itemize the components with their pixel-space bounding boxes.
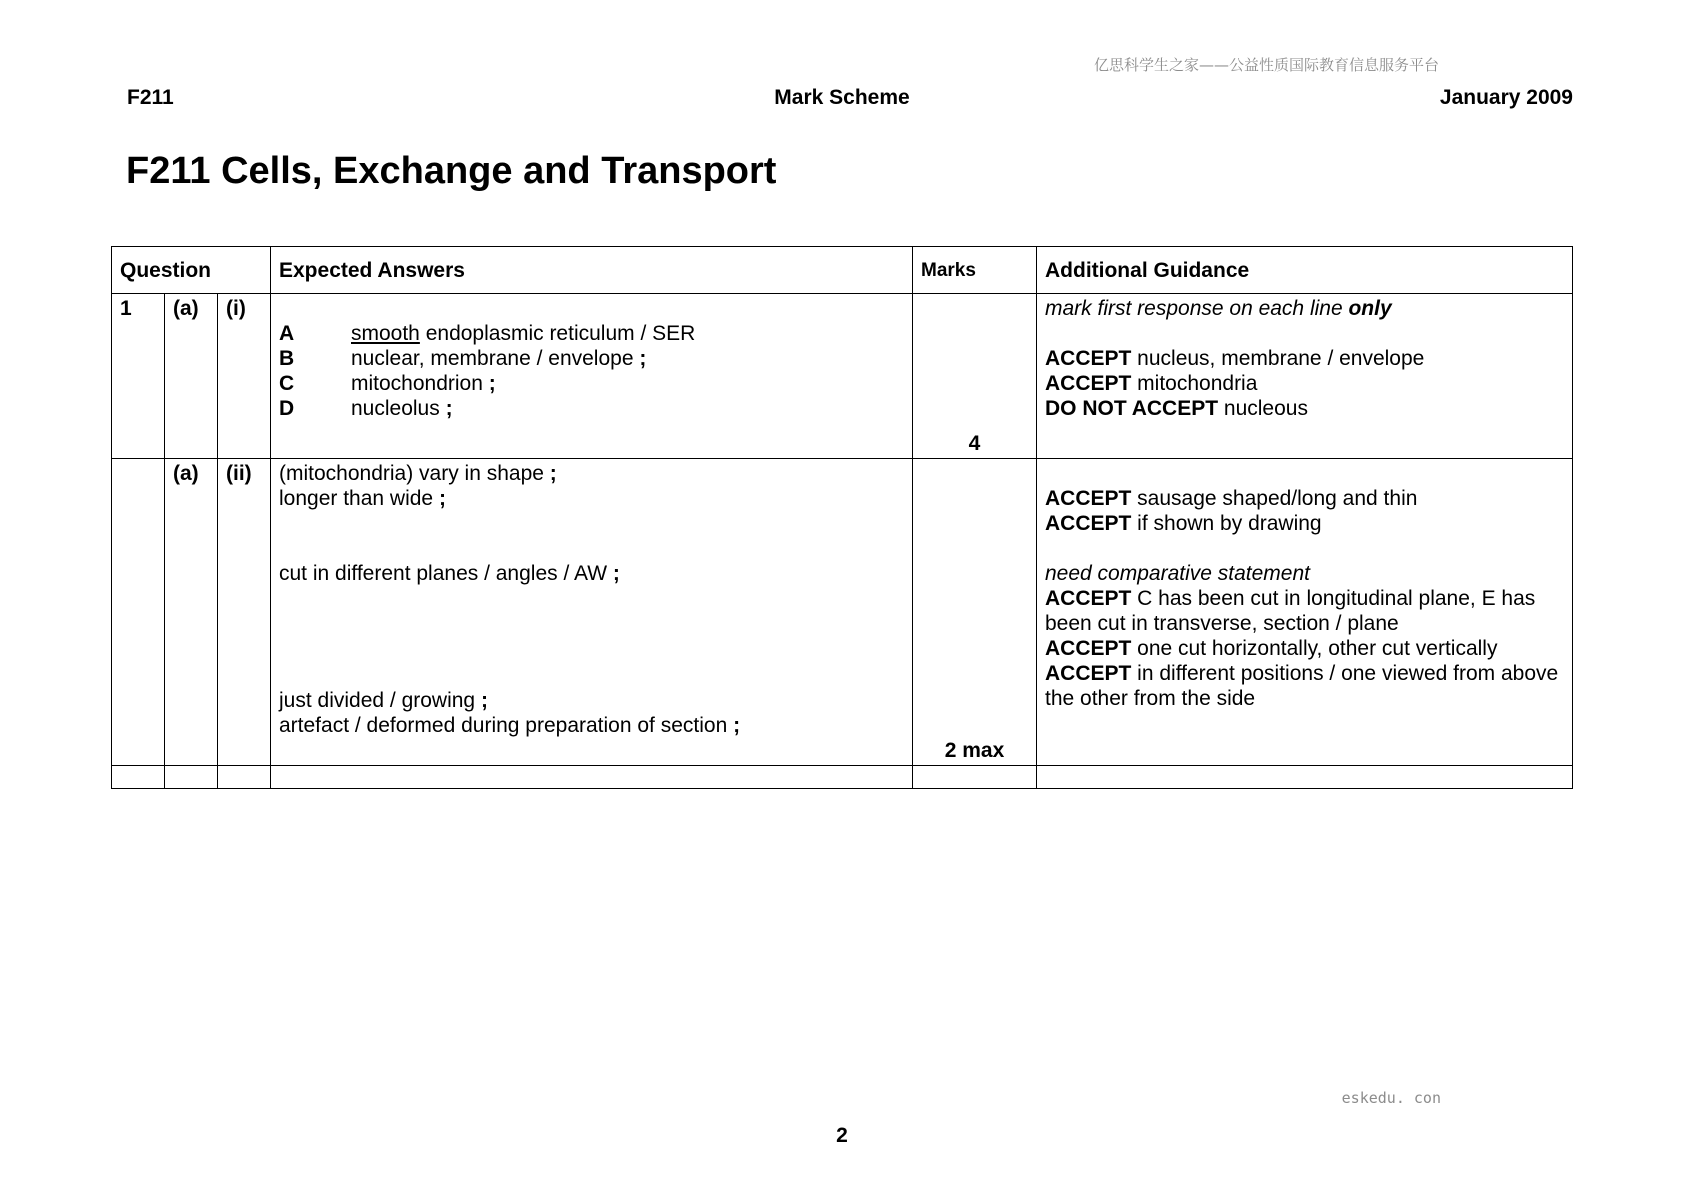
header-date: January 2009	[1439, 86, 1573, 109]
guidance-line: DO NOT ACCEPT nucleous	[1045, 397, 1308, 420]
guidance-line: ACCEPT nucleus, membrane / envelope	[1045, 347, 1425, 370]
table-row	[112, 459, 1573, 766]
guidance-cell	[1037, 294, 1573, 459]
expected-answers-cell	[271, 294, 913, 459]
expected-answers-cell	[271, 459, 913, 766]
question-part: (a)	[165, 459, 218, 766]
answer-line: C mitochondrion ;	[279, 372, 496, 395]
question-part: (a)	[165, 294, 218, 459]
page-number: 2	[836, 1124, 848, 1147]
watermark-bottom: eskedu. con	[1341, 1089, 1441, 1107]
answer-line: B nuclear, membrane / envelope ;	[279, 347, 647, 370]
guidance-line: ACCEPT sausage shaped/long and thin	[1045, 487, 1418, 510]
marks-cell: 2 max	[913, 459, 1037, 766]
answer-line: longer than wide ;	[279, 487, 446, 510]
guidance-line: ACCEPT one cut horizontally, other cut vertically	[1045, 637, 1498, 660]
answer-line: (mitochondria) vary in shape ;	[279, 462, 557, 485]
expected-answers-header: Expected Answers	[271, 247, 913, 294]
guidance-note: need comparative statement	[1045, 562, 1310, 585]
marks-header: Marks	[913, 247, 1037, 294]
page-title: F211 Cells, Exchange and Transport	[126, 150, 777, 192]
guidance-cell	[1037, 459, 1573, 766]
guidance-header: Additional Guidance	[1037, 247, 1573, 294]
header-code: F211	[127, 86, 174, 109]
table-row-empty	[112, 766, 1573, 789]
marks-cell: 4	[913, 294, 1037, 459]
question-number	[112, 459, 165, 766]
answer-line: just divided / growing ;	[279, 689, 488, 712]
guidance-intro: mark first response on each line only	[1045, 297, 1392, 320]
guidance-line: ACCEPT C has been cut in longitudinal plane, E has been cut in transverse, section / plane	[1045, 587, 1536, 635]
table-row	[112, 294, 1573, 459]
answer-line: cut in different planes / angles / AW ;	[279, 562, 620, 585]
watermark-top: 亿思科学生之家——公益性质国际教育信息服务平台	[1093, 56, 1439, 74]
guidance-line: ACCEPT if shown by drawing	[1045, 512, 1322, 535]
answer-line: artefact / deformed during preparation of section ;	[279, 714, 741, 737]
answer-line: D nucleolus ;	[279, 397, 453, 420]
header-doc-type: Mark Scheme	[774, 86, 910, 109]
question-number: 1	[112, 294, 165, 459]
question-subpart: (ii)	[218, 459, 271, 766]
table-header-row	[112, 247, 1573, 294]
mark-scheme-table	[111, 246, 1573, 789]
question-subpart: (i)	[218, 294, 271, 459]
guidance-line: ACCEPT in different positions / one viewed from above the other from the side	[1045, 662, 1559, 710]
answer-line: A smooth endoplasmic reticulum / SER	[279, 322, 696, 345]
question-header: Question	[112, 247, 271, 294]
guidance-line: ACCEPT mitochondria	[1045, 372, 1258, 395]
